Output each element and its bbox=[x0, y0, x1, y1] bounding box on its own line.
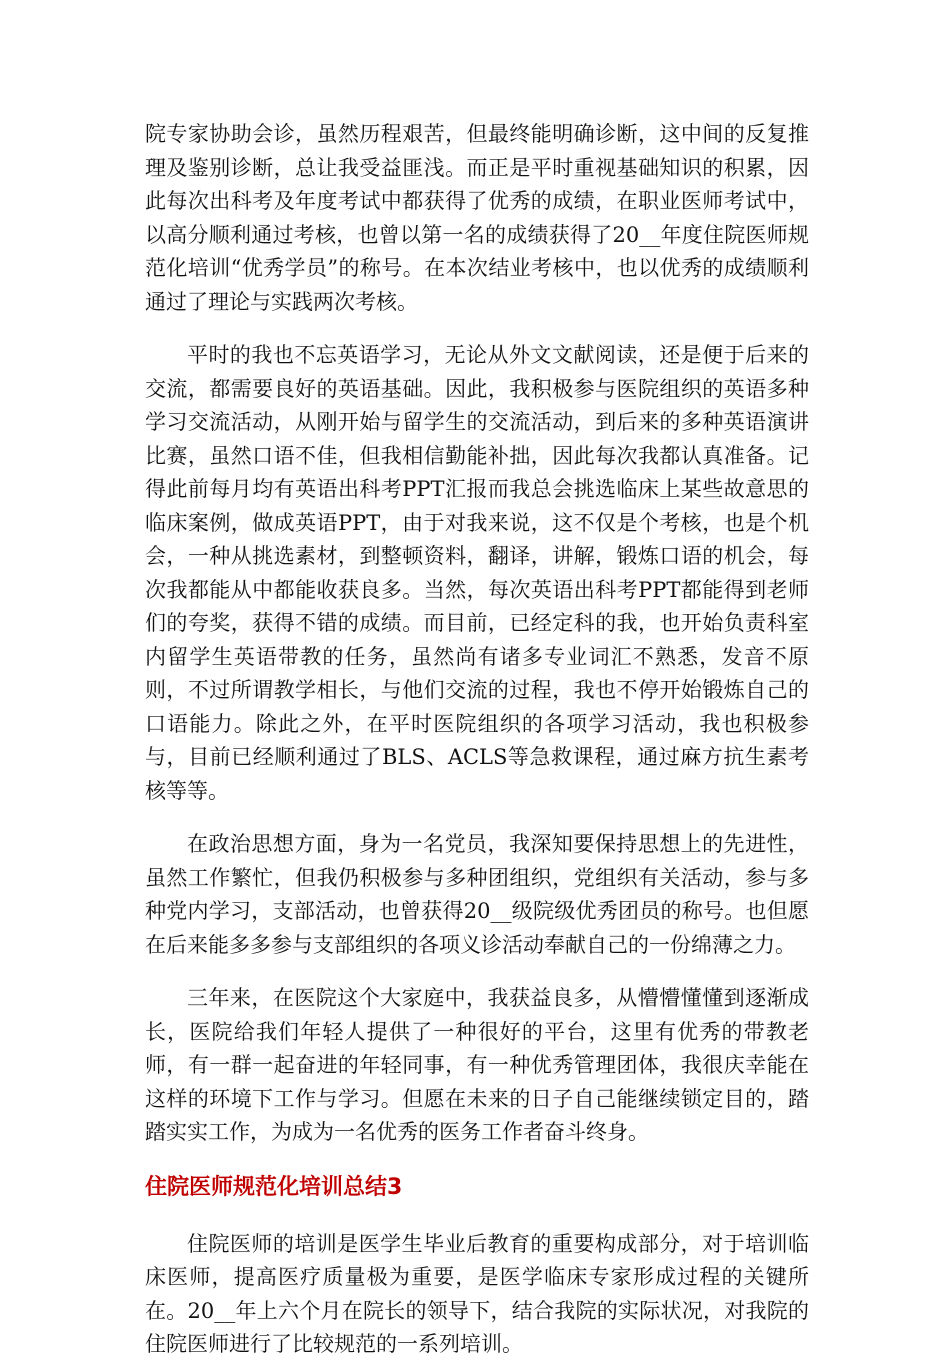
paragraph-english-study: 平时的我也不忘英语学习，无论从外文文献阅读，还是便于后来的交流，都需要良好的英语基础。因此，我积极参与医院组织的英语多种学习交流活动，从刚开始与留学生的交流活动，到后来的多种英语演讲比赛，虽然口语不佳，但我相信勤能补拙，因此每次我都认真准备。记得此前每月均有英语出科考PPT汇报而我总会挑选临床上某些故意思的临床案例，做成英语PPT，由于对我来说，这不仅是个考核，也是个机会，一种从挑选素材，到整顿资料，翻译，讲解，锻炼口语的机会，每次我都能从中都能收获良多。当然，每次英语出科考PPT都能得到老师们的夸奖，获得不错的成绩。而目前，已经定科的我，也开始负责科室内留学生英语带教的任务，虽然尚有诸多专业词汇不熟悉，发音不原则，不过所谓教学相长，与他们交流的过程，我也不停开始锻炼自己的口语能力。除此之外，在平时医院组织的各项学习活动，我也积极参与，目前已经顺利通过了BLS、ACLS等急救课程，通过麻方抗生素考核等等。 bbox=[145, 343, 809, 803]
paragraph-section-intro: 住院医师的培训是医学生毕业后教育的重要构成部分，对于培训临床医师，提高医疗质量极为重要，是医学临床专家形成过程的关键所在。20__年上六个月在院长的领导下，结合我院的实际状况，对我院的住院医师进行了比较规范的一系列培训。 bbox=[145, 1231, 809, 1356]
paragraph-gap bbox=[145, 319, 809, 339]
document-page bbox=[145, 118, 809, 1362]
paragraph-continuation: 院专家协助会诊，虽然历程艰苦，但最终能明确诊断，这中间的反复推理及鉴别诊断，总让我受益匪浅。而正是平时重视基础知识的积累，因此每次出科考及年度考试中都获得了优秀的成绩，在职业医师考试中，以高分顺利通过考核，也曾以第一名的成绩获得了20__年度住院医师规范化培训“优秀学员”的称号。在本次结业考核中，也以优秀的成绩顺利通过了理论与实践两次考核。 bbox=[145, 122, 809, 314]
paragraph-political-thought: 在政治思想方面，身为一名党员，我深知要保持思想上的先进性，虽然工作繁忙，但我仍积极参与多种团组织，党组织有关活动，参与多种党内学习，支部活动，也曾获得20__级院级优秀团员的称号。也但愿在后来能多多参与支部组织的各项义诊活动奉献自己的一份绵薄之力。 bbox=[145, 832, 809, 957]
section-heading: 住院医师规范化培训总结3 bbox=[145, 1174, 403, 1200]
paragraph-gap bbox=[145, 808, 809, 828]
paragraph-gap bbox=[145, 962, 809, 982]
paragraph-three-years: 三年来，在医院这个大家庭中，我获益良多，从懵懵懂懂到逐渐成长，医院给我们年轻人提供了一种很好的平台，这里有优秀的带教老师，有一群一起奋进的年轻同事，有一种优秀管理团体，我很庆幸能在这样的环境下工作与学习。但愿在未来的日子自己能继续锁定目的，踏踏实实工作，为成为一名优秀的医务工作者奋斗终身。 bbox=[145, 986, 809, 1144]
